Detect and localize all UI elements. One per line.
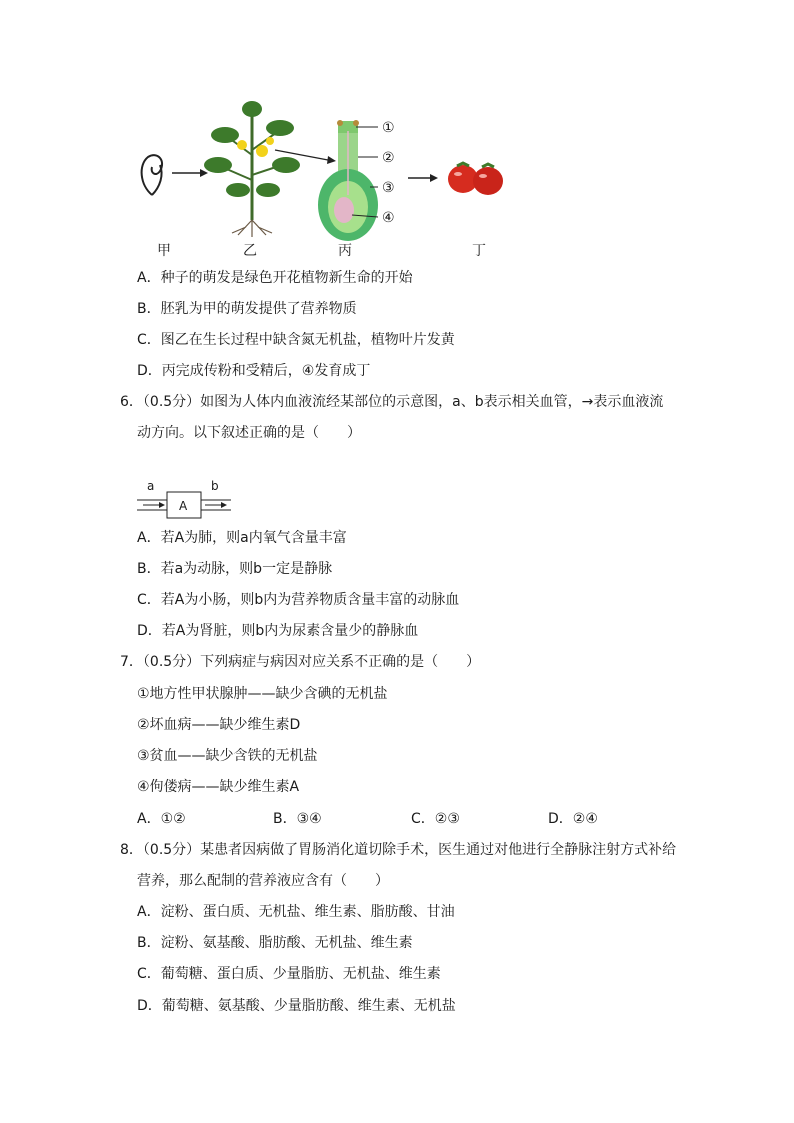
q8-option-b: B．淀粉、氨基酸、脂肪酸、无机盐、维生素	[137, 935, 413, 951]
q7-stem: 7．（0.5分）下列病症与病因对应关系不正确的是（ ）	[120, 654, 481, 670]
q6-option-c: C．若A为小肠，则b内为营养物质含量丰富的动脉血	[137, 592, 460, 608]
blood-flow-figure	[135, 478, 235, 522]
pistil-drawing	[318, 120, 378, 241]
label-ding: 丁	[472, 243, 486, 259]
marker-4: ④	[382, 210, 395, 226]
q7-option-a: A．①②	[137, 811, 186, 827]
q8-option-d: D．葡萄糖、氨基酸、少量脂肪酸、维生素、无机盐	[137, 998, 456, 1014]
vessel-a-label: a	[147, 479, 155, 493]
q7-item-3: ③贫血——缺少含铁的无机盐	[137, 748, 318, 764]
q6-stem-line2: 动方向。以下叙述正确的是（ ）	[137, 425, 361, 441]
marker-2: ②	[382, 150, 395, 166]
q8-stem-line2: 营养，那么配制的营养液应含有（ ）	[137, 873, 389, 889]
label-bing: 丙	[338, 243, 352, 259]
q6-stem-line1: 6．（0.5分）如图为人体内血液流经某部位的示意图，a、b表示相关血管，→表示血液流	[120, 394, 664, 410]
marker-1: ①	[382, 120, 395, 136]
plant-lifecycle-figure	[130, 95, 530, 265]
q6-option-d: D．若A为肾脏，则b内为尿素含量少的静脉血	[137, 623, 419, 639]
q7-item-1: ①地方性甲状腺肿——缺少含碘的无机盐	[137, 686, 388, 702]
q8-option-a: A．淀粉、蛋白质、无机盐、维生素、脂肪酸、甘油	[137, 904, 455, 920]
tomato-drawing	[448, 163, 503, 195]
q6-option-b: B．若a为动脉，则b一定是静脉	[137, 561, 333, 577]
seed-drawing	[142, 155, 162, 195]
q7-item-2: ②坏血病——缺少维生素D	[137, 717, 301, 733]
label-jia: 甲	[157, 243, 171, 259]
marker-3: ③	[382, 180, 395, 196]
q7-item-4: ④佝偻病——缺少维生素A	[137, 779, 300, 795]
q7-option-d: D．②④	[548, 811, 598, 827]
q8-stem-line1: 8．（0.5分）某患者因病做了胃肠消化道切除手术，医生通过对他进行全静脉注射方式补给	[120, 842, 677, 858]
label-yi: 乙	[243, 243, 257, 259]
vessel-b-label: b	[211, 479, 219, 493]
plant-drawing	[204, 101, 300, 237]
organ-a-label: A	[179, 499, 188, 513]
q6-option-a: A．若A为肺，则a内氧气含量丰富	[137, 530, 347, 546]
q5-option-c: C．图乙在生长过程中缺含氮无机盐，植物叶片发黄	[137, 332, 455, 348]
q7-option-b: B．③④	[273, 811, 322, 827]
plant-lifecycle-svg	[130, 95, 530, 265]
blood-flow-svg	[135, 478, 235, 522]
q5-option-a: A．种子的萌发是绿色开花植物新生命的开始	[137, 270, 413, 286]
q5-option-d: D．丙完成传粉和受精后，④发育成丁	[137, 363, 371, 379]
q8-option-c: C．葡萄糖、蛋白质、少量脂肪、无机盐、维生素	[137, 966, 441, 982]
q7-option-c: C．②③	[411, 811, 460, 827]
q5-option-b: B．胚乳为甲的萌发提供了营养物质	[137, 301, 357, 317]
